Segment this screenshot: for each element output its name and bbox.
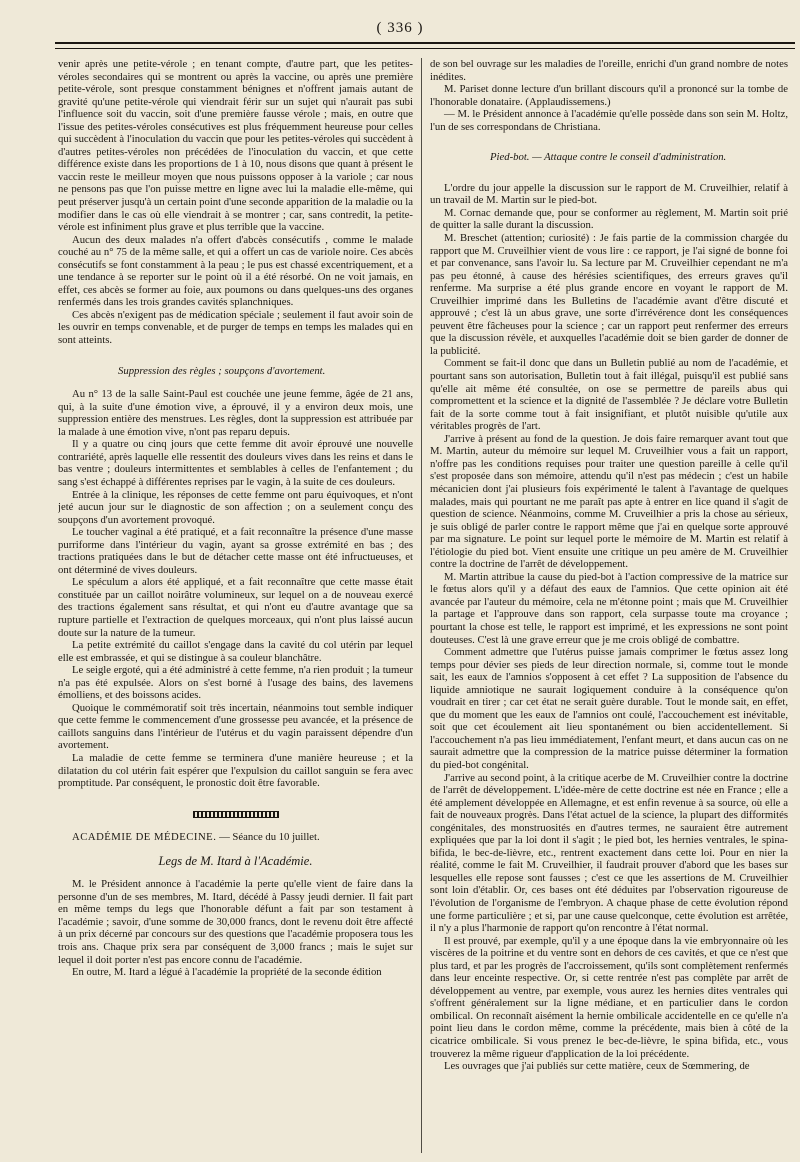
heading-part: Pied-bot. (490, 151, 530, 164)
section-heading-legs: Legs de M. Itard à l'Académie. (158, 853, 313, 868)
ornament-bar (193, 811, 279, 818)
paragraph: J'arrive à présent au fond de la question. Je dois faire remarquer avant tout que M. Martin, auteur du mémoire sur lequel M. Cruveilhier vous a fait un rapport, n'offre pas les conditions requises pour traiter une question pareille à celle qu'il s'est proposée dans son mémoire, attendu qu'il n'est pas médecin ; c'est un habile mécanicien dont j'ai plusieurs fois expérimenté le talent à l'avantage de quelques malades, mais qui pourtant ne me paraît pas apte à entrer en lice quand il s'agit de question de science. Néanmoins, comme M. Cruveilhier a pris la chose au sérieux, je suis obligé de parler contre le rapport même que j'ai en quelque sorte approuvé par ma signature. Le point sur lequel porte le mémoire de M. Martin est relatif à l'étiologie du pied bot. Vient ensuite une critique un peu amère de M. Cruveilhier contre la doctrine de l'arrêt de développement. (430, 432, 788, 571)
paragraph: L'ordre du jour appelle la discussion sur le rapport de M. Cruveilhier, relatif à un travail de M. Martin sur le pied-bot. (430, 181, 788, 207)
spacer (430, 164, 788, 182)
paragraph: Comment se fait-il donc que dans un Bulletin publié au nom de l'académie, et pourtant sans son autorisation, Bulletin tout à fait illégal, puisqu'il est publié sans qu'elle ait même été consultée, on ose se permettre de pareils abus qui compromettent et la science et la dignité de l'assemblée ? Je déclare votre Bulletin fait de la sorte comme tout à fait insignifiant, et plutôt nuisible qu'utile aux véritables progrès de l'art. (430, 357, 788, 433)
page-number: ( 336 ) (376, 20, 424, 36)
paragraph: M. le Président annonce à l'académie la perte qu'elle vient de faire dans la personne d'un de ses membres, M. Itard, décédé à Passy jeudi dernier. Il fait part en même temps du legs que l'honorable défunt a fait par son testament à l'académie ; savoir, d'une somme de 30,000 francs, dont le revenu doit être affecté à un prix décerné par concours sur des questions que l'académie proposera tous les trois ans. Chaque prix sera par conséquent de 3,000 francs ; mais le sujet sur lequel il doit porter n'est pas encore connu de l'académie. (58, 878, 413, 966)
spacer (58, 377, 413, 388)
paragraph: Le toucher vaginal a été pratiqué, et a fait reconnaître la présence d'une masse purriforme dans l'intérieur du vagin, ayant sa grosse extrémité en bas ; des tractions pratiquées dans le but de détacher cette masse ont été infructueuses, et ont déterminé de vives douleurs. (58, 526, 413, 576)
paragraph: Il est prouvé, par exemple, qu'il y a une époque dans la vie embryonnaire où les viscères de la poitrine et du ventre sont en dehors de ces cavités, et que ce n'est que plus tard, et par les progrès de l'accroissement, qu'ils sont complètement renfermés dans leur enceinte respective. Or, si cette rentrée n'est pas complète par arrêt de développement au ventre, par exemple, vous aurez les hernies dites ventrales qui s'offrent généralement sur la ligne médiane, et en particulier dans le cordon ombilical. On reconnaît aisément la hernie ombilicale accidentelle en ce qu'elle n'a point lieu dans le cordon même, comme la précédente, mais bien à côté de la cicatrice ombilicale. Si vous prenez le bec-de-lièvre, le spina bifida, etc., vous trouverez la même rigueur d'application de la loi précédente. (430, 934, 788, 1060)
paragraph: Aucun des deux malades n'a offert d'abcès consécutifs , comme le malade couché au n° 75 de la même salle, et qui a offert un cas de variole noire. Ces abcès consécutifs se font constamment à la peau ; le pus est chassé excentriquement, et a une tendance à se reporter sur le point où il a été résorbé. On ne voit jamais, en effet, ces abcès se former au foie, aux poumons ou dans quelques-uns des organes renfermés dans les trois grandes cavités splanchniques. (58, 233, 413, 309)
spacer (58, 820, 413, 831)
academie-session-heading (58, 831, 413, 844)
paragraph: Il y a quatre ou cinq jours que cette femme dit avoir éprouvé une nouvelle contrariété, après laquelle elle ressentit des douleurs vives dans les reins et dans le bas ventre ; douleurs intermittentes et semblables à celles de l'enfantement ; du sang s'est échappé à différentes reprises par le vagin, à la suite de ces douleurs. (58, 438, 413, 488)
paragraph: La petite extrémité du caillot s'engage dans la cavité du col utérin par lequel elle est embrassée, et qui se distingue à sa couleur blanchâtre. (58, 639, 413, 664)
spacer (430, 133, 788, 151)
right-column (430, 58, 788, 1156)
paragraph: venir après une petite-vérole ; en tenant compte, d'autre part, que les petites-véroles secondaires qui se montrent ou après la vaccine, ou après une première petite-vérole, sont presque constamment bénignes et n'offrent jamais autant de gravité qu'une petite-vérole qui viendrait férir sur un sujet qui n'aurait pas subi l'influence soit du vaccin, soit d'une première fausse vérole ; mais, en outre que l'issue des petites-véroles consécutives est plus fréquemment heureuse pour celles qui succèdent à l'inoculation du vaccin que pour les petites-véroles qui succèdent à d'autres petites-véroles non précédées de l'inoculation du vaccin, et que cette différence existe dans les proportions de 1 à 10, nous disons que quant à présent le vaccin reste le meilleur moyen que nous puissons opposer à la variole ; car nous ne pensons pas que l'on puisse mettre en ligne avec lui la maladie elle-même, qui peut préserver jusqu'à un certain point d'une seconde apparition de la maladie ou la modifier dans le cas où elle viendrait à se montrer ; car, sans contredit, la petite-vérole est infiniment plus grave et plus terrible que la vaccine. (58, 58, 413, 234)
paragraph: Entrée à la clinique, les réponses de cette femme ont paru équivoques, et n'ont jeté aucun jour sur le diagnostic de son affection ; on a seulement conçu des soupçons d'un avortement provoqué. (58, 488, 413, 526)
paragraph: Le seigle ergoté, qui a été administré à cette femme, n'a rien produit ; la tumeur n'a pas été expulsée. Alors on s'est borné à l'usage des bains, des lavemens émolliens, et des boissons acides. (58, 664, 413, 702)
paragraph: M. Cornac demande que, pour se conformer au règlement, M. Martin soit prié de quitter la salle durant la discussion. (430, 206, 788, 232)
paragraph: Le spéculum a alors été appliqué, et a fait reconnaître que cette masse était constituée par un caillot noirâtre volumineux, sur lequel on a de nouveau exercé des tractions également sans résultat, et qui n'ont eu d'autre avantage que sa rupture partielle et l'extraction de quelques morceaux, qui n'ont plus laissé aucun doute sur la nature de la tumeur. (58, 576, 413, 639)
paragraph: de son bel ouvrage sur les maladies de l'oreille, enrichi d'un grand nombre de notes inédites. (430, 58, 788, 83)
paragraph: Les ouvrages que j'ai publiés sur cette matière, ceux de Sœmmering, de (444, 1060, 750, 1073)
paragraph: Ces abcès n'exigent pas de médication spéciale ; seulement il faut avoir soin de les ouvrir en temps convenable, et de purger de temps en temps les malades qui en sont atteints. (58, 308, 413, 347)
section-heading-suppression: Suppression des règles ; soupçons d'avortement. (118, 364, 326, 377)
spacer (58, 790, 413, 808)
heading-part: — Attaque contre le conseil d'administration. (529, 151, 727, 164)
paragraph: Comment admettre que l'utérus puisse jamais comprimer le fœtus assez long temps pour dévier ses pieds de leur direction normale, si, comme tout le monde sait, les eaux de l'amnios s'opposent à cet effet ? La supposition de l'absence du liquide amniotique ne saurait logiquement conduire à la conséquence qu'on voudrait en tirer ; car cet état ne serait guère durable. Tout le monde sait, en effet, que du moment que les eaux de l'amnios ont coulé, l'accouchement est inévitable, soit que cet écoulement ait lieu spontanément ou bien accidentellement. Si l'accouchement n'a pas lieu immédiatement, l'enfant meurt, et dans aucun cas on ne saurait admettre que la compression de la matrice puisse déterminer la formation du pied-bot congénital. (430, 646, 788, 771)
paragraph: M. Breschet (attention; curiosité) : Je fais partie de la commission chargée du rapport que M. Cruveilhier vient de vous lire : ce rapport, je l'ai signé de bonne foi et par convenance, sans l'avoir lu. Sa lecture par M. Cruveilhier cependant ne m'a pas peu étonné, à cause des hérésies scientifiques, des erreurs graves qu'il renferme. Ma surprise a été plus grande encore en voyant le rapport de M. Cruveilhier imprimé dans les Bulletins de l'académie avant d'être discuté et approuvé ; c'est là un abus grave, une sorte d'irrévérence dont les conséquences peuvent être fâcheuses pour la science ; car un rapport peut renfermer des erreurs que la discussion révèle, et auxquelles l'académie doit se bien garder de donner de la publicité. (430, 232, 788, 357)
paragraph: M. Pariset donne lecture d'un brillant discours qu'il a prononcé sur la tombe de l'honorable donataire. (Applaudissemens.) (430, 83, 788, 108)
section-heading-pied-bot (430, 151, 788, 164)
paragraph: M. Martin attribue la cause du pied-bot à l'action compressive de la matrice sur le fœtus alors qu'il y a défaut des eaux de l'amnios. Que cette opinion ait été avancée par l'auteur du mémoire, cela ne m'étonne point ; mais que M. Cruveilhier la partage et l'approuve dans son rapport, cela surpasse toute ma croyance ; pourtant la chose est telle, le rapport est imprimé, et les expressions ne sont point douteuses. C'est là une grave erreur que je me crois obligé de combattre. (430, 570, 788, 646)
spacer (58, 347, 413, 365)
paragraph: Au n° 13 de la salle Saint-Paul est couchée une jeune femme, âgée de 21 ans, qui, à la suite d'une émotion vive, a éprouvé, il y a environ deux mois, une suppression entière des menstrues. Les règles, dont la suppression est attribuée par la malade à une émotion vive, n'ont pas reparu depuis. (58, 388, 413, 438)
academie-label: ACADÉMIE DE MÉDECINE. (72, 831, 217, 844)
paragraph: J'arrive au second point, à la critique acerbe de M. Cruveilhier contre la doctrine de l'arrêt de développement. L'idée-mère de cette doctrine est née en France ; elle a été amplement développée en Allemagne, et est enfin revenue à sa source, où elle a fait de nouveaux progrès. Dans l'état actuel de la science, la plupart des difformités congénitales, des monstruosités en d'autres termes, ne sauraient être autrement expliquées que par la loi dont il s'agit ; le pied bot, les hernies ventrales, le spina-bifida, le bec-de-lièvre, etc., rentrent exactement dans cette loi. Pour en nier la réalité, comme le fait M. Cruveilhier, il faudrait prouver d'abord que les bases sur lesquelles elle repose sont fausses ; c'est ce que les assertions de M. Cruveilhier sont loin d'établir. Or, ces bases ont été déduites par l'observation rigoureuse de l'évolution de l'organisme de l'embryon. A chaque phase de cette évolution répond une forme particulière ; et si, par une cause quelconque, cette évolution est arrêtée, il n'y a plus l'harmonie de rapport qu'on rencontre à l'état normal. (430, 771, 788, 935)
paragraph: — M. le Président annonce à l'académie qu'elle possède dans son sein M. Holtz, l'un de ses correspondans de Christiana. (430, 108, 788, 133)
spacer (58, 867, 413, 878)
paragraph: Quoique le commémoratif soit très incertain, néanmoins tout semble indiquer que cette femme le commencement d'une grossesse peu avancée, et la présence de caillots sanguins dans l'intérieur de l'utérus et du vagin paraissent dépendre d'un avortement. (58, 701, 413, 752)
paragraph: La maladie de cette femme se terminera d'une manière heureuse ; et la dilatation du col utérin fait espérer que l'expulsion du caillot sanguin se fera avec promptitude. Par conséquent, le pronostic doit être favorable. (58, 751, 413, 790)
left-column (58, 58, 413, 1156)
header-rule (55, 42, 795, 49)
section-ornament (58, 808, 413, 821)
session-date: — Séance du 10 juillet. (216, 831, 320, 844)
column-divider (421, 58, 422, 1153)
paragraph: En outre, M. Itard a légué à l'académie la propriété de la seconde édition (72, 966, 382, 979)
